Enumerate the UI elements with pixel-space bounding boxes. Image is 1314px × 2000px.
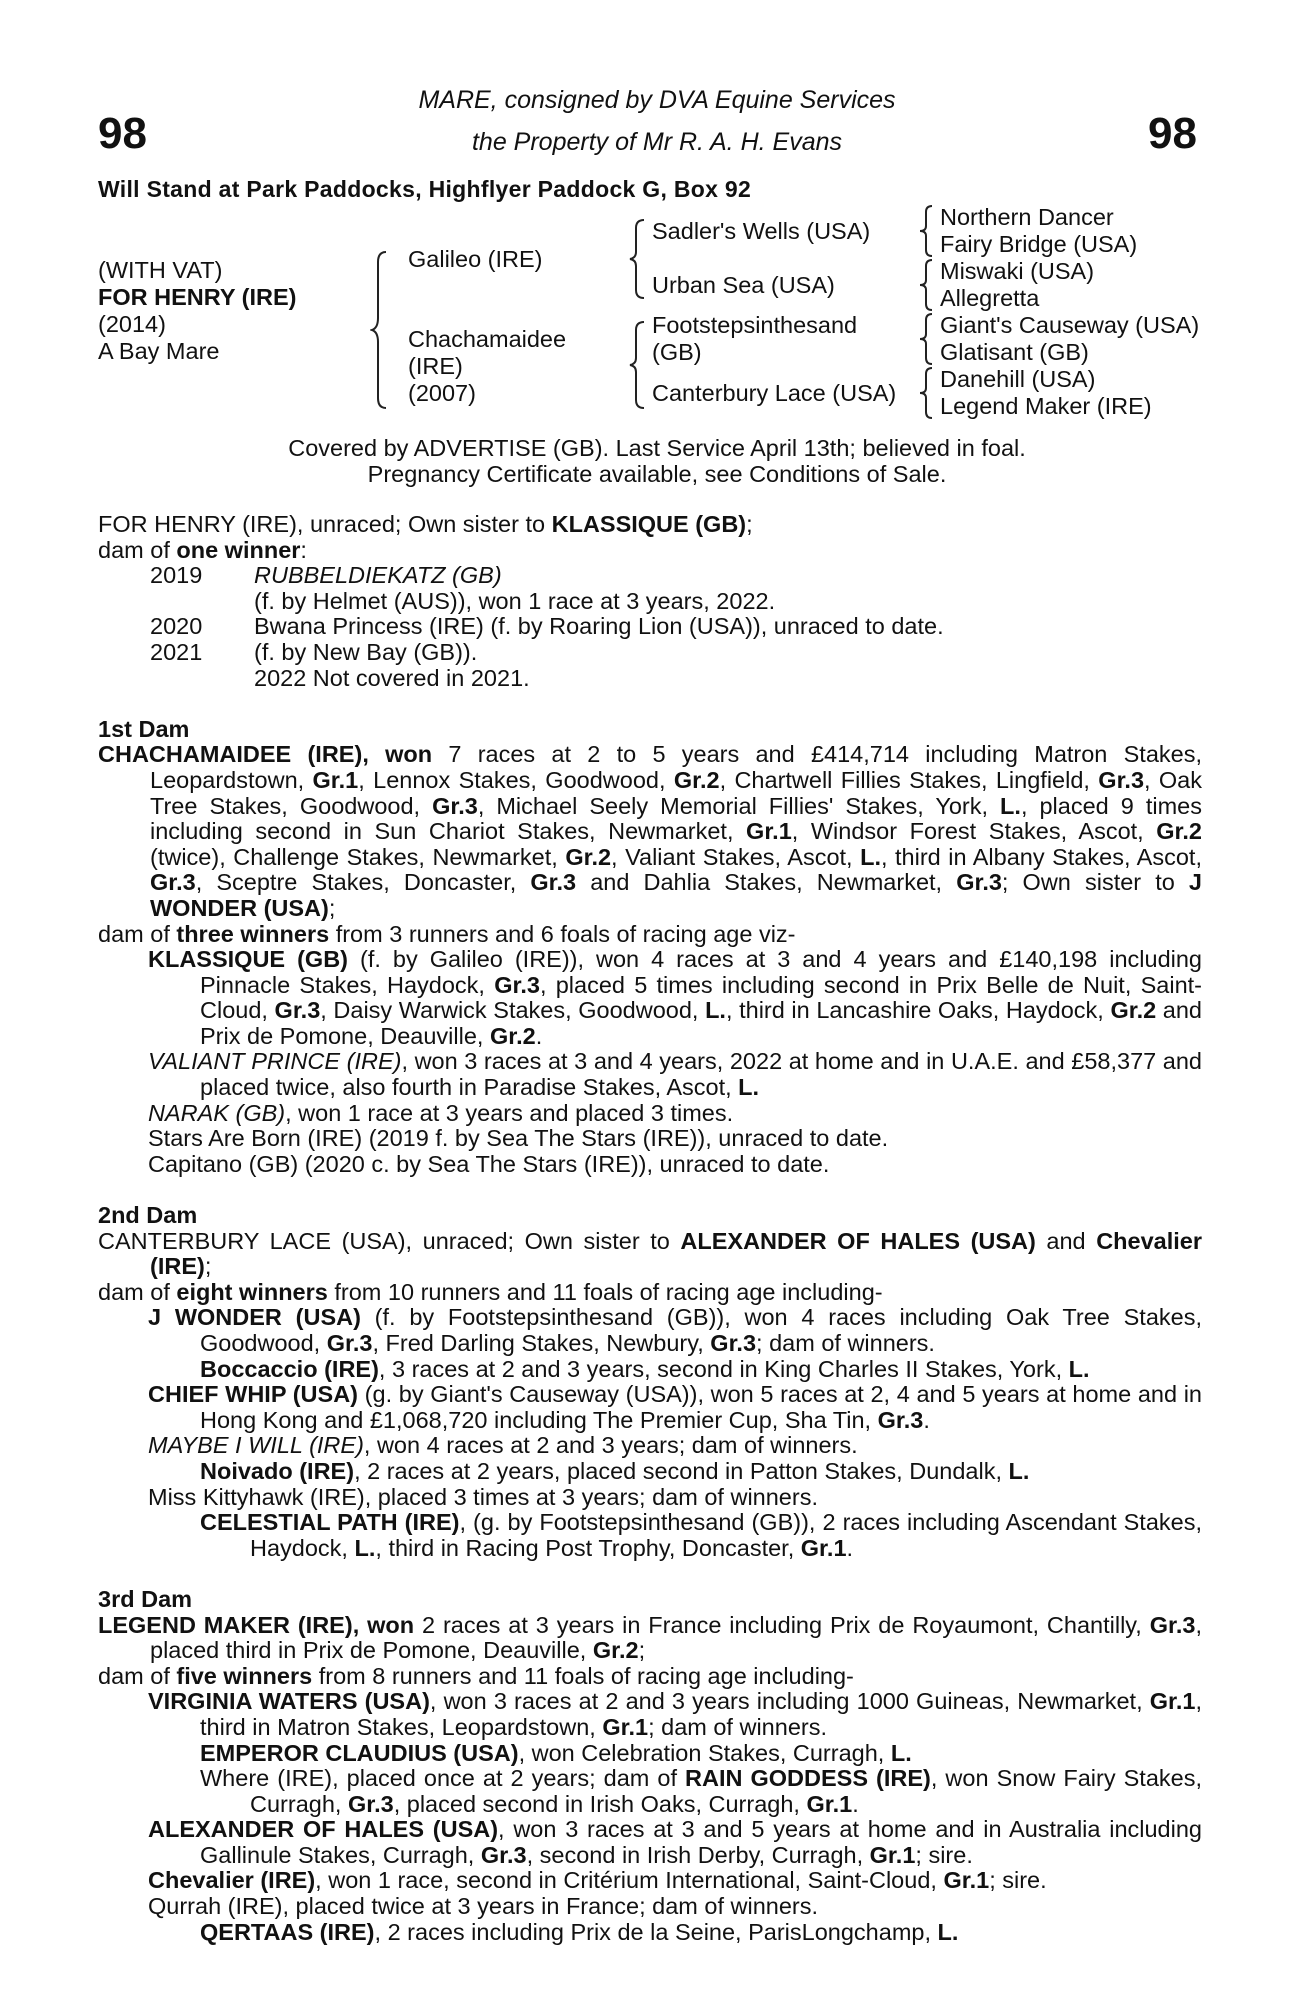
dds: Danehill (USA) bbox=[940, 366, 1096, 392]
lot-number-right: 98 bbox=[1148, 109, 1197, 158]
sire-dam: Urban Sea (USA) bbox=[652, 272, 835, 298]
text-run: , won Celebration Stakes, Curragh, bbox=[518, 1739, 891, 1766]
text-run: three winners bbox=[176, 920, 330, 947]
sire-sire: Sadler's Wells (USA) bbox=[652, 218, 871, 244]
produce-row: 2019 RUBBELDIEKATZ (GB) (f. by Helmet (AUS)), won 1 race at 3 years, 2022. bbox=[150, 562, 776, 614]
text-run: L. bbox=[860, 843, 881, 870]
brace-sire bbox=[628, 218, 648, 300]
text-run: ; dam of winners. bbox=[756, 1330, 935, 1356]
text-run: , Chartwell Fillies Stakes, Lingfield, bbox=[719, 766, 1099, 793]
text-run: . bbox=[846, 1534, 854, 1561]
text-run: Boccaccio (IRE) bbox=[200, 1355, 379, 1382]
text-run: Gr.3 bbox=[1098, 766, 1145, 793]
text-run: Miss Kittyhawk (IRE), placed 3 times at 3 years; dam of winners. bbox=[148, 1483, 818, 1510]
third-dam-p3 bbox=[98, 1689, 1202, 1740]
text-run: Gr.3 bbox=[530, 869, 577, 896]
text-run: Gr.3 bbox=[480, 1841, 527, 1868]
text-run: and Dahlia Stakes, Newmarket, bbox=[576, 869, 957, 896]
third-dam-p2 bbox=[98, 1664, 1202, 1690]
text-run: . bbox=[535, 1022, 543, 1049]
catalogue-body bbox=[98, 512, 1202, 1945]
text-run: Gr.3 bbox=[326, 1330, 373, 1356]
text-run: eight winners bbox=[176, 1278, 328, 1305]
text-run: Gr.3 bbox=[347, 1790, 394, 1817]
text-run: Gr.3 bbox=[150, 869, 196, 896]
third-dam-p4 bbox=[98, 1741, 1202, 1767]
text-run: won bbox=[385, 741, 433, 768]
text-run: , Fred Darling Stakes, Newbury, bbox=[372, 1330, 711, 1356]
second-dam-p4 bbox=[98, 1357, 1202, 1383]
produce-intro: FOR HENRY (IRE), unraced; Own sister to KLASSIQUE (GB); bbox=[98, 511, 753, 537]
covered-line: Covered by ADVERTISE (GB). Last Service April 13th; believed in foal. bbox=[288, 435, 1026, 461]
text-run: ; sire. bbox=[989, 1867, 1047, 1894]
text-run: Gr.2 bbox=[592, 1637, 639, 1664]
text-run: Stars Are Born (IRE) (2019 f. by Sea The Stars (IRE)), unraced to date. bbox=[148, 1125, 889, 1152]
text-run: Gr.1 bbox=[602, 1713, 649, 1740]
third-dam-p6 bbox=[98, 1817, 1202, 1868]
produce-row: 2022 Not covered in 2021. bbox=[254, 664, 530, 691]
text-run: , won 4 races at 2 and 3 years; dam of winners. bbox=[363, 1432, 858, 1459]
dam-line2: (IRE) bbox=[408, 353, 463, 379]
text-run: J WONDER (USA) bbox=[150, 869, 1202, 921]
text-run: won bbox=[367, 1611, 415, 1638]
dam-sire-line2: (GB) bbox=[652, 339, 702, 365]
text-run: , won 3 races at 3 and 5 years at home and in Australia including Gallinule Stakes, Curragh, bbox=[200, 1816, 1202, 1868]
text-run: from 8 runners and 11 foals of racing age including- bbox=[312, 1662, 854, 1689]
second-dam-p2 bbox=[98, 1280, 1202, 1306]
text-run: Capitano (GB) (2020 c. by Sea The Stars (IRE)), unraced to date. bbox=[148, 1150, 830, 1177]
text-run: , Michael Seely Memorial Fillies' Stakes, York, bbox=[477, 792, 1001, 819]
produce-row: 2021 (f. by New Bay (GB)). bbox=[150, 638, 478, 665]
text-run: , third in Racing Post Trophy, Doncaster, bbox=[375, 1534, 801, 1561]
text-run: KLASSIQUE (GB) bbox=[148, 946, 348, 973]
second-dam-p7 bbox=[98, 1459, 1202, 1485]
text-run: CANTERBURY LACE (USA), unraced; Own sister to bbox=[98, 1227, 681, 1254]
text-run: dam of bbox=[98, 1662, 177, 1689]
text-run: , 2 races at 2 years, placed second in Patton Stakes, Dundalk, bbox=[354, 1457, 1009, 1484]
first-dam-p6 bbox=[98, 1126, 1202, 1152]
third-dam-heading: 3rd Dam bbox=[98, 1585, 193, 1612]
text-run: , Daisy Warwick Stakes, Goodwood, bbox=[320, 997, 706, 1024]
text-run: , Windsor Forest Stakes, Ascot, bbox=[791, 818, 1157, 845]
third-dam-p7 bbox=[98, 1868, 1202, 1894]
text-run: Gr.3 bbox=[877, 1406, 924, 1433]
text-run: ; sire. bbox=[915, 1841, 973, 1868]
text-run: , placed 9 times including second in Sun Chariot Stakes, Newmarket, bbox=[150, 792, 1202, 845]
text-run: ; bbox=[204, 1253, 212, 1280]
text-run: Gr.3 bbox=[432, 792, 478, 819]
second-dam-heading: 2nd Dam bbox=[98, 1202, 198, 1229]
text-run: CHACHAMAIDEE (IRE) bbox=[98, 741, 363, 768]
dam-line3: (2007) bbox=[408, 380, 476, 406]
text-run: Gr.1 bbox=[746, 818, 792, 845]
text-run: dam of bbox=[98, 920, 177, 947]
text-run: , third in Lancashire Oaks, Haydock, bbox=[725, 997, 1111, 1024]
text-run: L. bbox=[738, 1074, 760, 1101]
text-run: from 3 runners and 6 foals of racing age viz- bbox=[329, 920, 796, 947]
text-run: ; Own sister to bbox=[1001, 869, 1189, 896]
text-run: (twice), Challenge Stakes, Newmarket, bbox=[150, 843, 566, 870]
text-run: . bbox=[923, 1406, 930, 1433]
text-run: , placed 5 times including second in Prix Belle de Nuit, Saint-Cloud, bbox=[200, 971, 1202, 1024]
text-run: ; bbox=[638, 1637, 646, 1664]
text-run: ; dam of winners. bbox=[648, 1713, 827, 1740]
text-run: , 3 races at 2 and 3 years, second in King Charles II Stakes, York, bbox=[378, 1355, 1069, 1382]
text-run: , won 1 race at 3 years and placed 3 times. bbox=[285, 1099, 734, 1126]
text-run: QERTAAS (IRE) bbox=[200, 1918, 375, 1945]
second-dam-p1 bbox=[98, 1229, 1202, 1280]
text-run: Gr.3 bbox=[1149, 1611, 1196, 1638]
produce-row: 2020 Bwana Princess (IRE) (f. by Roaring Lion (USA)), unraced to date. bbox=[150, 613, 944, 640]
stand-location: Will Stand at Park Paddocks, Highflyer Paddock G, Box 92 bbox=[98, 176, 752, 202]
text-run: 7 races at 2 to 5 years and £414,714 including Matron Stakes, Leopardstown, bbox=[150, 741, 1203, 793]
text-run: ALEXANDER OF HALES (USA) bbox=[680, 1227, 1036, 1254]
horse-year: (2014) bbox=[98, 311, 166, 337]
text-run: (g. by Giant's Causeway (USA)), won 5 races at 2, 4 and 5 years at home and in Hong Kong and £1,068,720 including The Premier Cup, Sha Tin, bbox=[200, 1381, 1202, 1433]
text-run: , (g. by Footstepsinthesand (GB)), 2 races including Ascendant Stakes, Haydock, bbox=[250, 1509, 1202, 1561]
text-run: LEGEND MAKER (IRE) bbox=[98, 1611, 353, 1638]
text-run: . bbox=[852, 1790, 859, 1817]
text-run: , won 3 races at 3 and 4 years, 2022 at home and in U.A.E. and £58,377 and placed twice, also fourth in Paradise Stakes, Ascot, bbox=[200, 1048, 1202, 1101]
text-run: , Sceptre Stakes, Doncaster, bbox=[195, 869, 531, 896]
text-run: L. bbox=[354, 1534, 376, 1561]
text-run: J WONDER (USA) bbox=[148, 1304, 361, 1331]
vat-note: (WITH VAT) bbox=[98, 257, 223, 283]
text-run: Gr.1 bbox=[312, 766, 359, 793]
dam-line1: Chachamaidee bbox=[408, 326, 567, 352]
text-run: Chevalier (IRE) bbox=[148, 1867, 316, 1894]
text-run: Qurrah (IRE), placed twice at 3 years in France; dam of winners. bbox=[148, 1893, 819, 1920]
text-run: EMPEROR CLAUDIUS (USA) bbox=[200, 1739, 519, 1766]
text-run: Where (IRE), placed once at 2 years; dam of bbox=[200, 1765, 686, 1792]
text-run: , Valiant Stakes, Ascot, bbox=[611, 843, 861, 870]
text-run: Gr.1 bbox=[943, 1867, 990, 1894]
third-dam-p5 bbox=[98, 1766, 1202, 1817]
text-run: Noivado (IRE) bbox=[200, 1457, 355, 1484]
text-run: Gr.3 bbox=[494, 971, 540, 998]
third-dam-p9 bbox=[98, 1920, 1202, 1946]
text-run: Gr.3 bbox=[710, 1330, 757, 1356]
brace-ss bbox=[918, 204, 936, 258]
second-dam-p6 bbox=[98, 1433, 1202, 1459]
brace-gen1 bbox=[370, 250, 390, 410]
text-run: , third in Matron Stakes, Leopardstown, bbox=[200, 1688, 1203, 1740]
produce-dam-of: dam of one winner: bbox=[98, 536, 307, 563]
first-dam-p3 bbox=[98, 947, 1202, 1049]
brace-dam bbox=[628, 320, 648, 410]
first-dam-p2 bbox=[98, 922, 1202, 948]
ddd: Legend Maker (IRE) bbox=[940, 393, 1152, 419]
text-run: , won 3 races at 2 and 3 years including 1000 Guineas, Newmarket, bbox=[429, 1688, 1150, 1715]
text-run: , placed third in Prix de Pomone, Deauville, bbox=[150, 1611, 1202, 1664]
text-run: Gr.1 bbox=[1149, 1688, 1196, 1715]
text-run: Gr.1 bbox=[800, 1534, 847, 1561]
text-run: , bbox=[352, 1611, 368, 1638]
first-dam-p1 bbox=[98, 742, 1202, 921]
consignor-line: MARE, consigned by DVA Equine Services bbox=[418, 86, 896, 114]
second-dam-p8 bbox=[98, 1485, 1202, 1511]
brace-ds bbox=[918, 312, 936, 366]
horse-name: FOR HENRY (IRE) bbox=[98, 284, 297, 310]
ssd: Fairy Bridge (USA) bbox=[940, 231, 1138, 257]
text-run: L. bbox=[1068, 1355, 1090, 1382]
sds: Miswaki (USA) bbox=[940, 258, 1095, 284]
text-run: , second in Irish Derby, Curragh, bbox=[526, 1841, 870, 1868]
text-run: 2 races at 3 years in France including Prix de Royaumont, Chantilly, bbox=[414, 1611, 1150, 1638]
text-run: VIRGINIA WATERS (USA) bbox=[148, 1688, 430, 1715]
text-run: Gr.2 bbox=[1156, 818, 1202, 845]
first-dam-p7 bbox=[98, 1152, 1202, 1178]
text-run: Gr.1 bbox=[869, 1841, 916, 1868]
text-run: L. bbox=[890, 1739, 912, 1766]
text-run: CHIEF WHIP (USA) bbox=[148, 1381, 359, 1408]
brace-sd bbox=[918, 258, 936, 312]
text-run: and bbox=[1035, 1227, 1097, 1254]
dam-sire-line1: Footstepsinthesand bbox=[652, 312, 858, 338]
text-run: from 10 runners and 11 foals of racing age including- bbox=[327, 1278, 883, 1305]
text-run: L. bbox=[1008, 1457, 1030, 1484]
text-run: Gr.2 bbox=[1110, 997, 1157, 1024]
third-dam-p1 bbox=[98, 1613, 1202, 1664]
second-dam-p5 bbox=[98, 1382, 1202, 1433]
text-run: (f. by Galileo (IRE)), won 4 races at 3 and 4 years and £140,198 including Pinnacle Stakes, Haydock, bbox=[200, 946, 1202, 998]
text-run: , won 1 race, second in Critérium International, Saint-Cloud, bbox=[315, 1867, 944, 1894]
text-run: , won Snow Fairy Stakes, Curragh, bbox=[250, 1765, 1203, 1817]
sdd: Allegretta bbox=[940, 285, 1040, 311]
text-run: , third in Albany Stakes, Ascot, bbox=[880, 843, 1202, 870]
property-line: the Property of Mr R. A. H. Evans bbox=[471, 128, 843, 156]
first-dam-p4 bbox=[98, 1049, 1202, 1100]
text-run: Gr.2 bbox=[489, 1022, 536, 1049]
text-run: Gr.2 bbox=[673, 766, 720, 793]
text-run: (f. by Footstepsinthesand (GB)), won 4 races including Oak Tree Stakes, Goodwood, bbox=[200, 1304, 1202, 1356]
dss: Giant's Causeway (USA) bbox=[940, 312, 1200, 338]
first-dam-p5 bbox=[98, 1101, 1202, 1127]
brace-dd bbox=[918, 366, 936, 420]
text-run: Gr.3 bbox=[274, 997, 321, 1024]
text-run: L. bbox=[937, 1918, 959, 1945]
text-run: , placed second in Irish Oaks, Curragh, bbox=[393, 1790, 807, 1817]
produce-rows bbox=[98, 563, 1202, 691]
third-dam-p8 bbox=[98, 1894, 1202, 1920]
text-run: , Oak Tree Stakes, Goodwood, bbox=[150, 766, 1203, 819]
lot-number-left: 98 bbox=[98, 109, 147, 158]
text-run: RAIN GODDESS (IRE) bbox=[685, 1765, 931, 1792]
sss: Northern Dancer bbox=[940, 204, 1114, 230]
sire: Galileo (IRE) bbox=[408, 246, 543, 272]
text-run: Chevalier (IRE) bbox=[150, 1227, 1202, 1280]
text-run: Gr.3 bbox=[956, 869, 1002, 896]
text-run: ; bbox=[328, 894, 336, 921]
text-run: , Lennox Stakes, Goodwood, bbox=[358, 766, 674, 793]
horse-description: A Bay Mare bbox=[98, 338, 220, 364]
text-run: , 2 races including Prix de la Seine, ParisLongchamp, bbox=[374, 1918, 938, 1945]
second-dam-p3 bbox=[98, 1305, 1202, 1356]
dam-dam: Canterbury Lace (USA) bbox=[652, 380, 897, 406]
text-run: NARAK (GB) bbox=[148, 1099, 286, 1126]
text-run: and Prix de Pomone, Deauville, bbox=[200, 997, 1203, 1049]
text-run: CELESTIAL PATH (IRE) bbox=[200, 1509, 460, 1536]
text-run: Gr.2 bbox=[565, 843, 612, 870]
text-run: ALEXANDER OF HALES (USA) bbox=[148, 1816, 499, 1843]
text-run: L. bbox=[705, 997, 726, 1024]
text-run: L. bbox=[1000, 792, 1021, 819]
text-run: MAYBE I WILL (IRE) bbox=[148, 1432, 364, 1459]
text-run: , bbox=[362, 741, 386, 768]
pregnancy-line: Pregnancy Certificate available, see Conditions of Sale. bbox=[367, 461, 947, 487]
dsd: Glatisant (GB) bbox=[940, 339, 1089, 365]
first-dam-heading: 1st Dam bbox=[98, 715, 190, 742]
text-run: dam of bbox=[98, 1278, 177, 1305]
text-run: VALIANT PRINCE (IRE) bbox=[148, 1048, 402, 1075]
text-run: Gr.1 bbox=[806, 1790, 853, 1817]
second-dam-p9 bbox=[98, 1510, 1202, 1561]
text-run: five winners bbox=[176, 1662, 313, 1689]
